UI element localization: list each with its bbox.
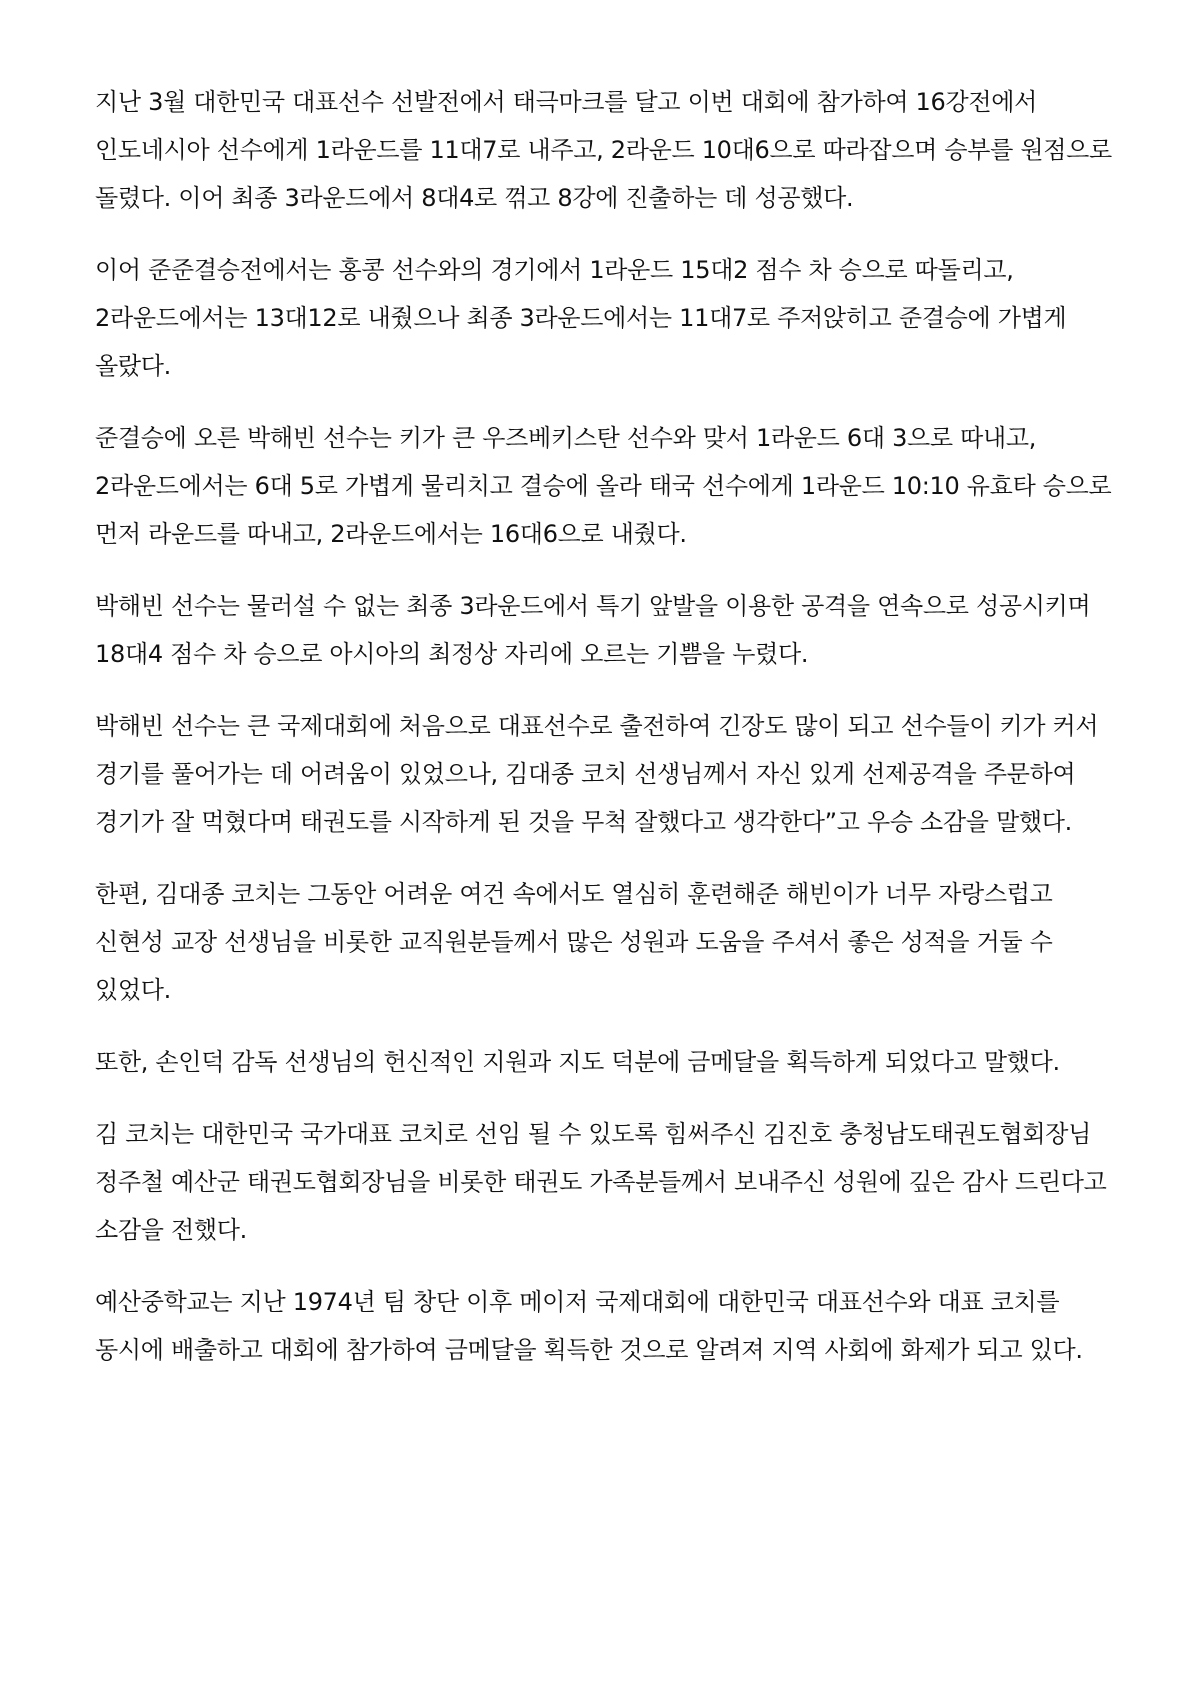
article-body (95, 78, 1115, 1398)
paragraph-director-thanks: 또한, 손인덕 감독 선생님의 헌신적인 지원과 지도 덕분에 금메달을 획득하게 되었다고 말했다. (95, 1048, 1060, 1076)
paragraph-coach-thanks: 김 코치는 대한민국 국가대표 코치로 선임 될 수 있도록 힘써주신 김진호 충청남도태권도협회장님 정주철 예산군 태권도협회장님을 비롯한 태권도 가족분들께서 보내주신 성원에 깊은 감사 드린다고 소감을 전했다. (95, 1120, 1107, 1244)
paragraph-winner-remarks: 박해빈 선수는 큰 국제대회에 처음으로 대표선수로 출전하여 긴장도 많이 되고 선수들이 키가 커서 경기를 풀어가는 데 어려움이 있었으나, 김대종 코치 선생님께서 자신 있게 선제공격을 주문하여 경기가 잘 먹혔다며 태권도를 시작하게 된 것을 무척 잘했다고 생각한다”고 우승 소감을 말했다. (95, 712, 1099, 836)
paragraph-round-of-16: 지난 3월 대한민국 대표선수 선발전에서 태극마크를 달고 이번 대회에 참가하여 16강전에서 인도네시아 선수에게 1라운드를 11대7로 내주고, 2라운드 10대6으로 따라잡으며 승부를 원점으로 돌렸다. 이어 최종 3라운드에서 8대4로 꺾고 8강에 진출하는 데 성공했다. (95, 88, 1112, 212)
paragraph-final-round: 박해빈 선수는 물러설 수 없는 최종 3라운드에서 특기 앞발을 이용한 공격을 연속으로 성공시키며 18대4 점수 차 승으로 아시아의 최정상 자리에 오르는 기쁨을 누렸다. (95, 592, 1091, 668)
paragraph-quarterfinal: 이어 준준결승전에서는 홍콩 선수와의 경기에서 1라운드 15대2 점수 차 승으로 따돌리고, 2라운드에서는 13대12로 내줬으나 최종 3라운드에서는 11대7로 주저앉히고 준결승에 가볍게 올랐다. (95, 256, 1067, 380)
paragraph-semifinal-final: 준결승에 오른 박해빈 선수는 키가 큰 우즈베키스탄 선수와 맞서 1라운드 6대 3으로 따내고, 2라운드에서는 6대 5로 가볍게 물리치고 결승에 올라 태국 선수에게 1라운드 10:10 유효타 승으로 먼저 라운드를 따내고, 2라운드에서는 16대6으로 내줬다. (95, 424, 1112, 548)
paragraph-school-history: 예산중학교는 지난 1974년 팀 창단 이후 메이저 국제대회에 대한민국 대표선수와 대표 코치를 동시에 배출하고 대회에 참가하여 금메달을 획득한 것으로 알려져 지역 사회에 화제가 되고 있다. (95, 1288, 1083, 1364)
paragraph-coach-remarks: 한편, 김대종 코치는 그동안 어려운 여건 속에서도 열심히 훈련해준 해빈이가 너무 자랑스럽고 신현성 교장 선생님을 비롯한 교직원분들께서 많은 성원과 도움을 주셔서 좋은 성적을 거둘 수 있었다. (95, 880, 1053, 1004)
